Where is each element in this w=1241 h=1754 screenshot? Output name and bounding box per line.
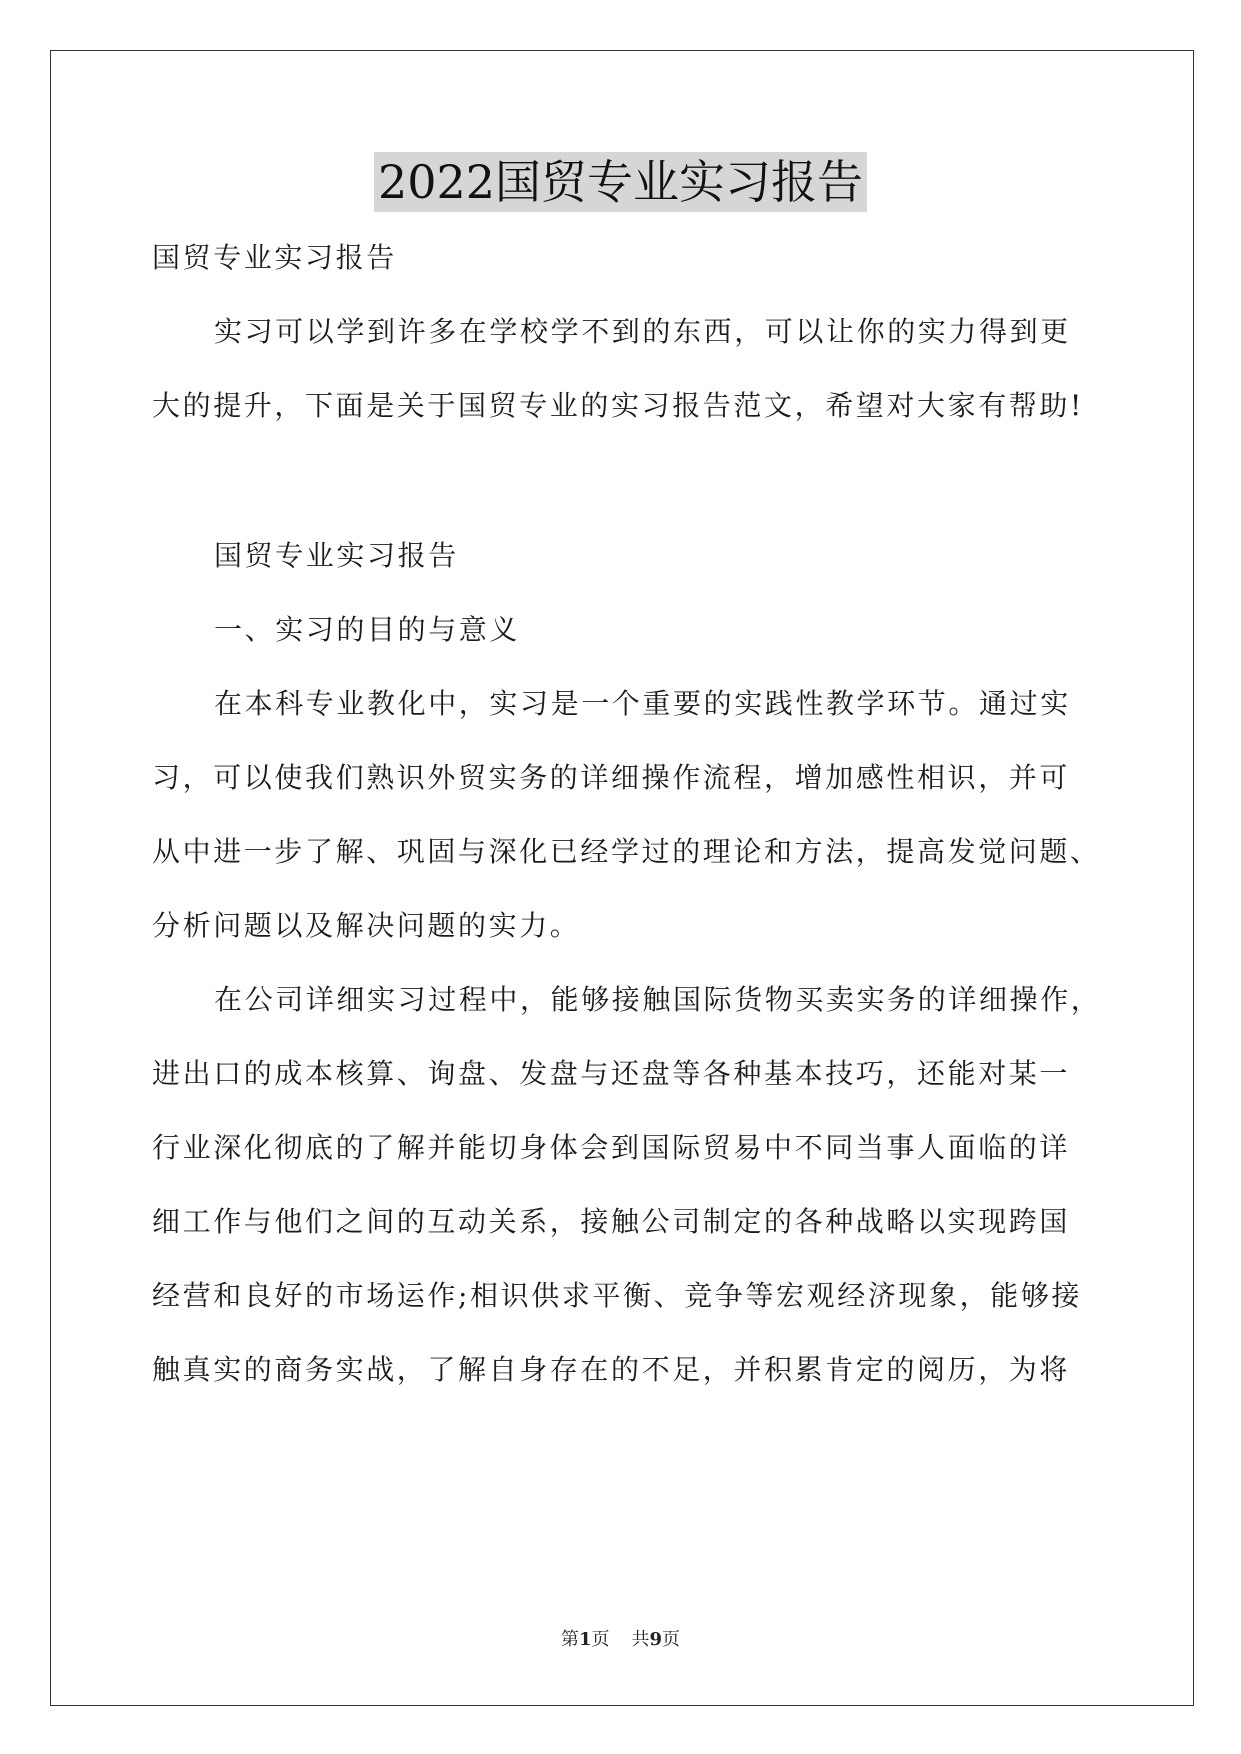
total-pages-number: 9 xyxy=(649,1629,663,1650)
para-1-line-1: 在本科专业教化中，实习是一个重要的实践性教学环节。通过实 xyxy=(214,687,1071,720)
page-border xyxy=(50,50,1194,1706)
para-2-line-1: 在公司详细实习过程中，能够接触国际货物买卖实务的详细操作， xyxy=(214,983,1102,1016)
para-2-line-2: 进出口的成本核算、询盘、发盘与还盘等各种基本技巧，还能对某一 xyxy=(152,1057,1071,1090)
footer-total-prefix: 共 xyxy=(631,1629,650,1650)
para-2-line-6: 触真实的商务实战，了解自身存在的不足，并积累肯定的阅历，为将 xyxy=(152,1353,1071,1386)
title-area xyxy=(0,152,1241,212)
footer-prefix: 第 xyxy=(560,1629,579,1650)
intro-line-1: 实习可以学到许多在学校学不到的东西，可以让你的实力得到更 xyxy=(214,315,1071,348)
document-title: 2022国贸专业实习报告 xyxy=(374,152,867,212)
para-1-line-3: 从中进一步了解、巩固与深化已经学过的理论和方法，提高发觉问题、 xyxy=(152,835,1101,868)
page-footer xyxy=(0,1628,1241,1652)
subtitle: 国贸专业实习报告 xyxy=(152,241,397,274)
para-2-line-3: 行业深化彻底的了解并能切身体会到国际贸易中不同当事人面临的详 xyxy=(152,1131,1071,1164)
footer-total-suffix: 页 xyxy=(662,1629,681,1650)
intro-line-2: 大的提升，下面是关于国贸专业的实习报告范文，希望对大家有帮助! xyxy=(152,389,1084,422)
para-1-line-4: 分析问题以及解决问题的实力。 xyxy=(152,909,581,942)
para-2-line-5: 经营和良好的市场运作;相识供求平衡、竞争等宏观经济现象，能够接 xyxy=(152,1279,1083,1312)
current-page-number: 1 xyxy=(578,1629,592,1650)
footer-page-label: 页 xyxy=(591,1629,610,1650)
para-1-line-2: 习，可以使我们熟识外贸实务的详细操作流程，增加感性相识，并可 xyxy=(152,761,1071,794)
para-2-line-4: 细工作与他们之间的互动关系，接触公司制定的各种战略以实现跨国 xyxy=(152,1205,1071,1238)
section-1-title: 一、实习的目的与意义 xyxy=(214,613,521,646)
section-heading: 国贸专业实习报告 xyxy=(214,539,459,572)
